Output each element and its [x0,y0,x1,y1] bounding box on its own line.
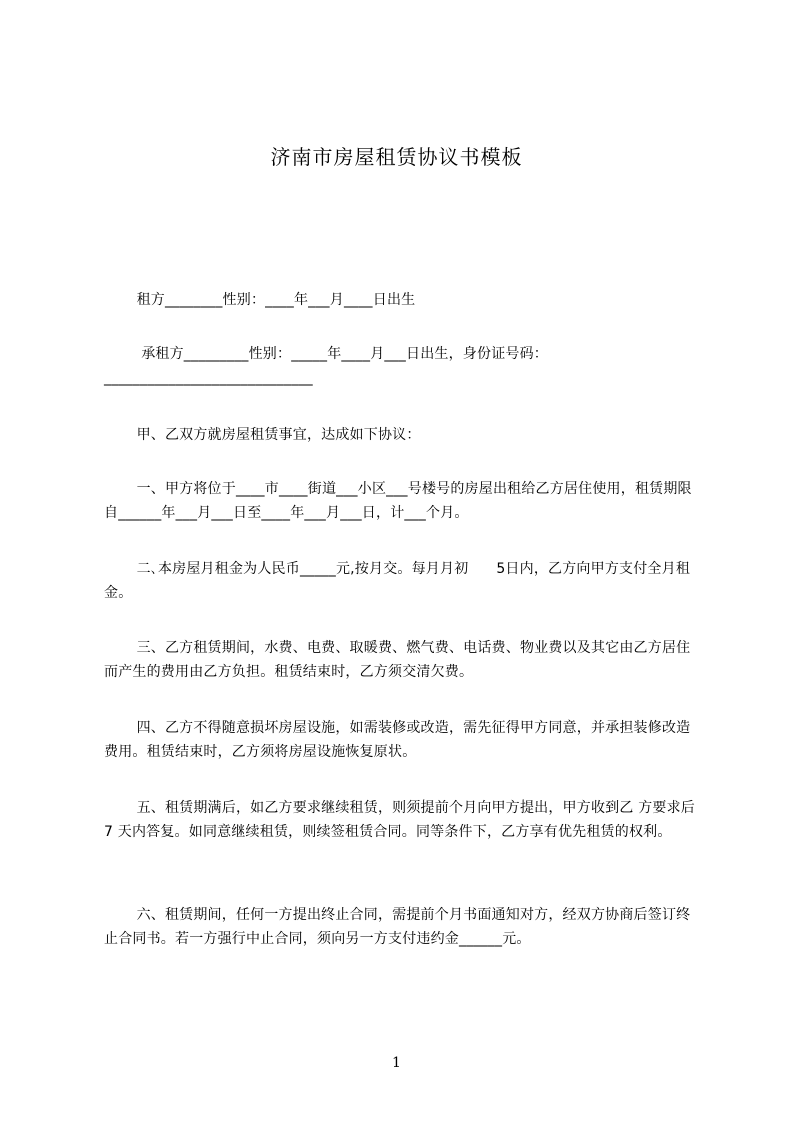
lessee-line: 承租方_________性别：_____年____月___日出生，身份证号码：_____________________________ [104,346,549,386]
clause-3: 三、乙方租赁期间，水费、电费、取暖费、燃气费、电话费、物业费以及其它由乙方居住而产生的费用由乙方负担。租赁结束时，乙方须交清欠费。 [104,640,691,680]
intro-paragraph: 甲、乙双方就房屋租赁事宜，达成如下协议： [104,427,421,443]
clause-6: 六、租赁期间，任何一方提出终止合同，需提前个月书面通知对方，经双方协商后签订终止合同书。若一方强行中止合同，须向另一方支付违约金______元。 [104,907,691,947]
page-number: 1 [392,1055,401,1071]
clause-2: 二､本房屋月租金为人民币_____元,按月交。每月月初 5日内，乙方向甲方支付全月租金。 [104,561,691,601]
clause-1: 一、甲方将位于____市____街道___小区___号楼号的房屋出租给乙方居住使用，租赁期限自______年___月___日至____年___月___日，计___个月。 [104,481,692,521]
clause-5: 五、租赁期满后，如乙方要求继续租赁，则须提前个月向甲方提出，甲方收到乙 方要求后 7 天内答复。如同意继续租赁，则续签租赁合同。同等条件下，乙方享有优先租赁的权利。 [104,800,700,840]
clause-4: 四、乙方不得随意损坏房屋设施，如需装修或改造，需先征得甲方同意，并承担装修改造费用。租赁结束时，乙方须将房屋设施恢复原状。 [104,720,691,760]
document-title: 济南市房屋租赁协议书模板 [270,145,523,169]
lessor-line: 租方________性别：____年___月____日出生 [104,292,416,308]
